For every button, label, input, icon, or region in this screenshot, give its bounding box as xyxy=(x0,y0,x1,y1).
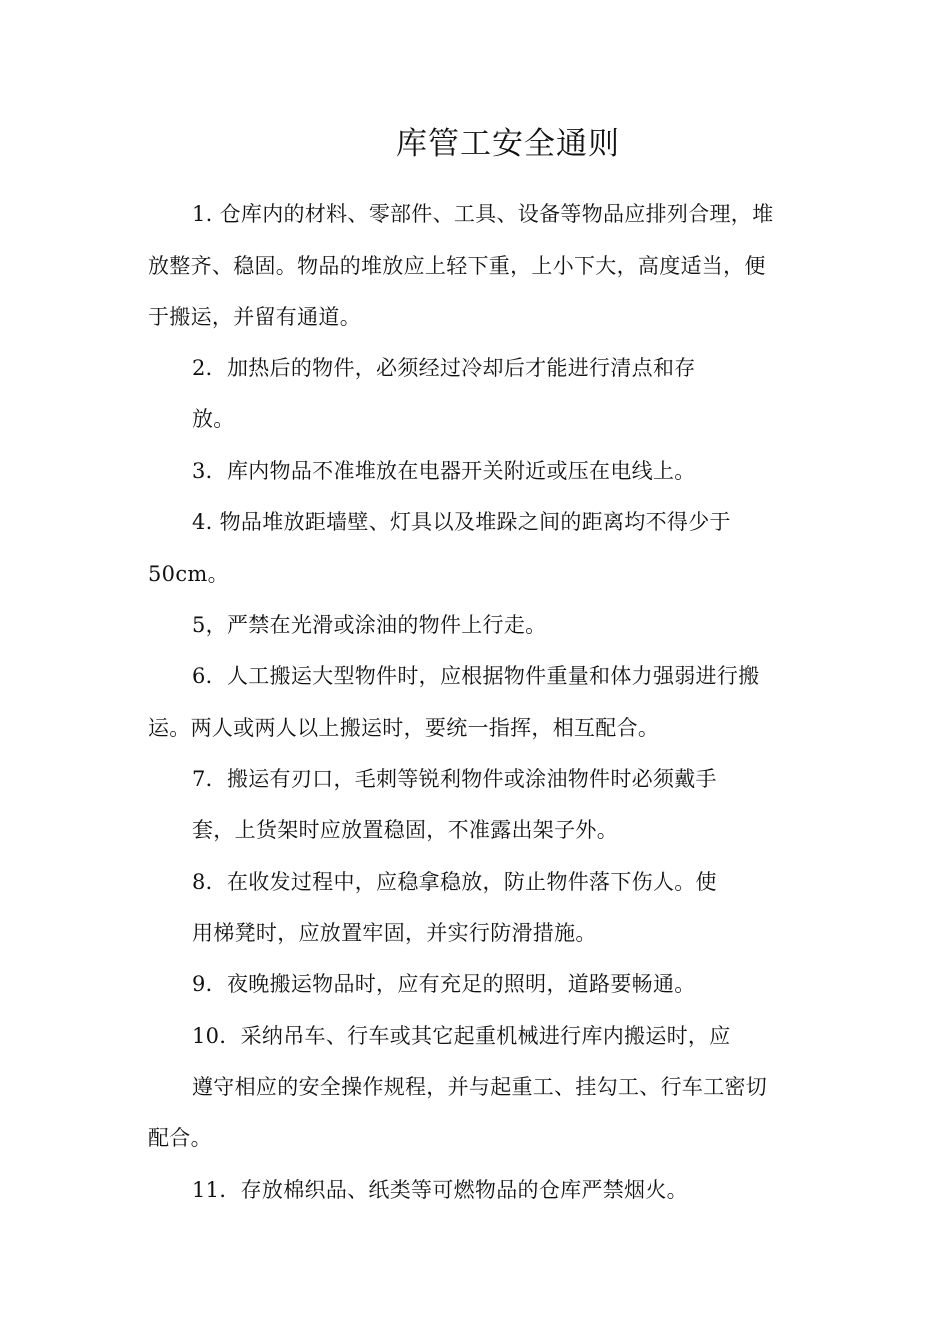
rule-7-line-2: 套，上货架时应放置稳固，不准露出架子外。 xyxy=(192,818,618,842)
rule-10-line-2: 遵守相应的安全操作规程，并与起重工、挂勾工、行车工密切 xyxy=(192,1075,768,1099)
rule-3-line-1: 3．库内物品不准堆放在电器开关附近或压在电线上。 xyxy=(192,459,696,483)
rule-6-line-2: 运。两人或两人以上搬运时，要统一指挥，相互配合。 xyxy=(148,716,660,740)
rule-2-line-2: 放。 xyxy=(192,407,235,431)
rule-10-line-3: 配合。 xyxy=(148,1126,212,1150)
rule-8-line-2: 用梯凳时，应放置牢固，并实行防滑措施。 xyxy=(192,921,597,945)
rule-4-line-2: 50cm。 xyxy=(148,562,229,586)
rule-1-line-2: 放整齐、稳固。物品的堆放应上轻下重，上小下大，高度适当，便 xyxy=(148,254,766,278)
rule-1-line-3: 于搬运，并留有通道。 xyxy=(148,305,361,329)
rule-11-line-1: 11．存放棉织品、纸类等可燃物品的仓库严禁烟火。 xyxy=(192,1178,688,1202)
rule-10-line-1: 10．采纳吊车、行车或其它起重机械进行库内搬运时，应 xyxy=(192,1024,731,1048)
rule-1-line-1: 1. 仓库内的材料、零部件、工具、设备等物品应排列合理，堆 xyxy=(192,202,774,226)
rule-6-line-1: 6．人工搬运大型物件时，应根据物件重量和体力强弱进行搬 xyxy=(192,664,760,688)
rule-2-line-1: 2．加热后的物件，必须经过冷却后才能进行清点和存 xyxy=(192,356,696,380)
document-title: 库管工安全通则 xyxy=(396,126,620,162)
rule-4-line-1: 4. 物品堆放距墙壁、灯具以及堆跺之间的距离均不得少于 xyxy=(192,510,731,534)
rule-7-line-1: 7．搬运有刃口，毛刺等锐利物件或涂油物件时必须戴手 xyxy=(192,767,717,791)
rule-8-line-1: 8．在收发过程中，应稳拿稳放，防止物件落下伤人。使 xyxy=(192,870,717,894)
rule-5-line-1: 5，严禁在光滑或涂油的物件上行走。 xyxy=(192,613,547,637)
rule-9-line-1: 9．夜晚搬运物品时，应有充足的照明，道路要畅通。 xyxy=(192,972,696,996)
